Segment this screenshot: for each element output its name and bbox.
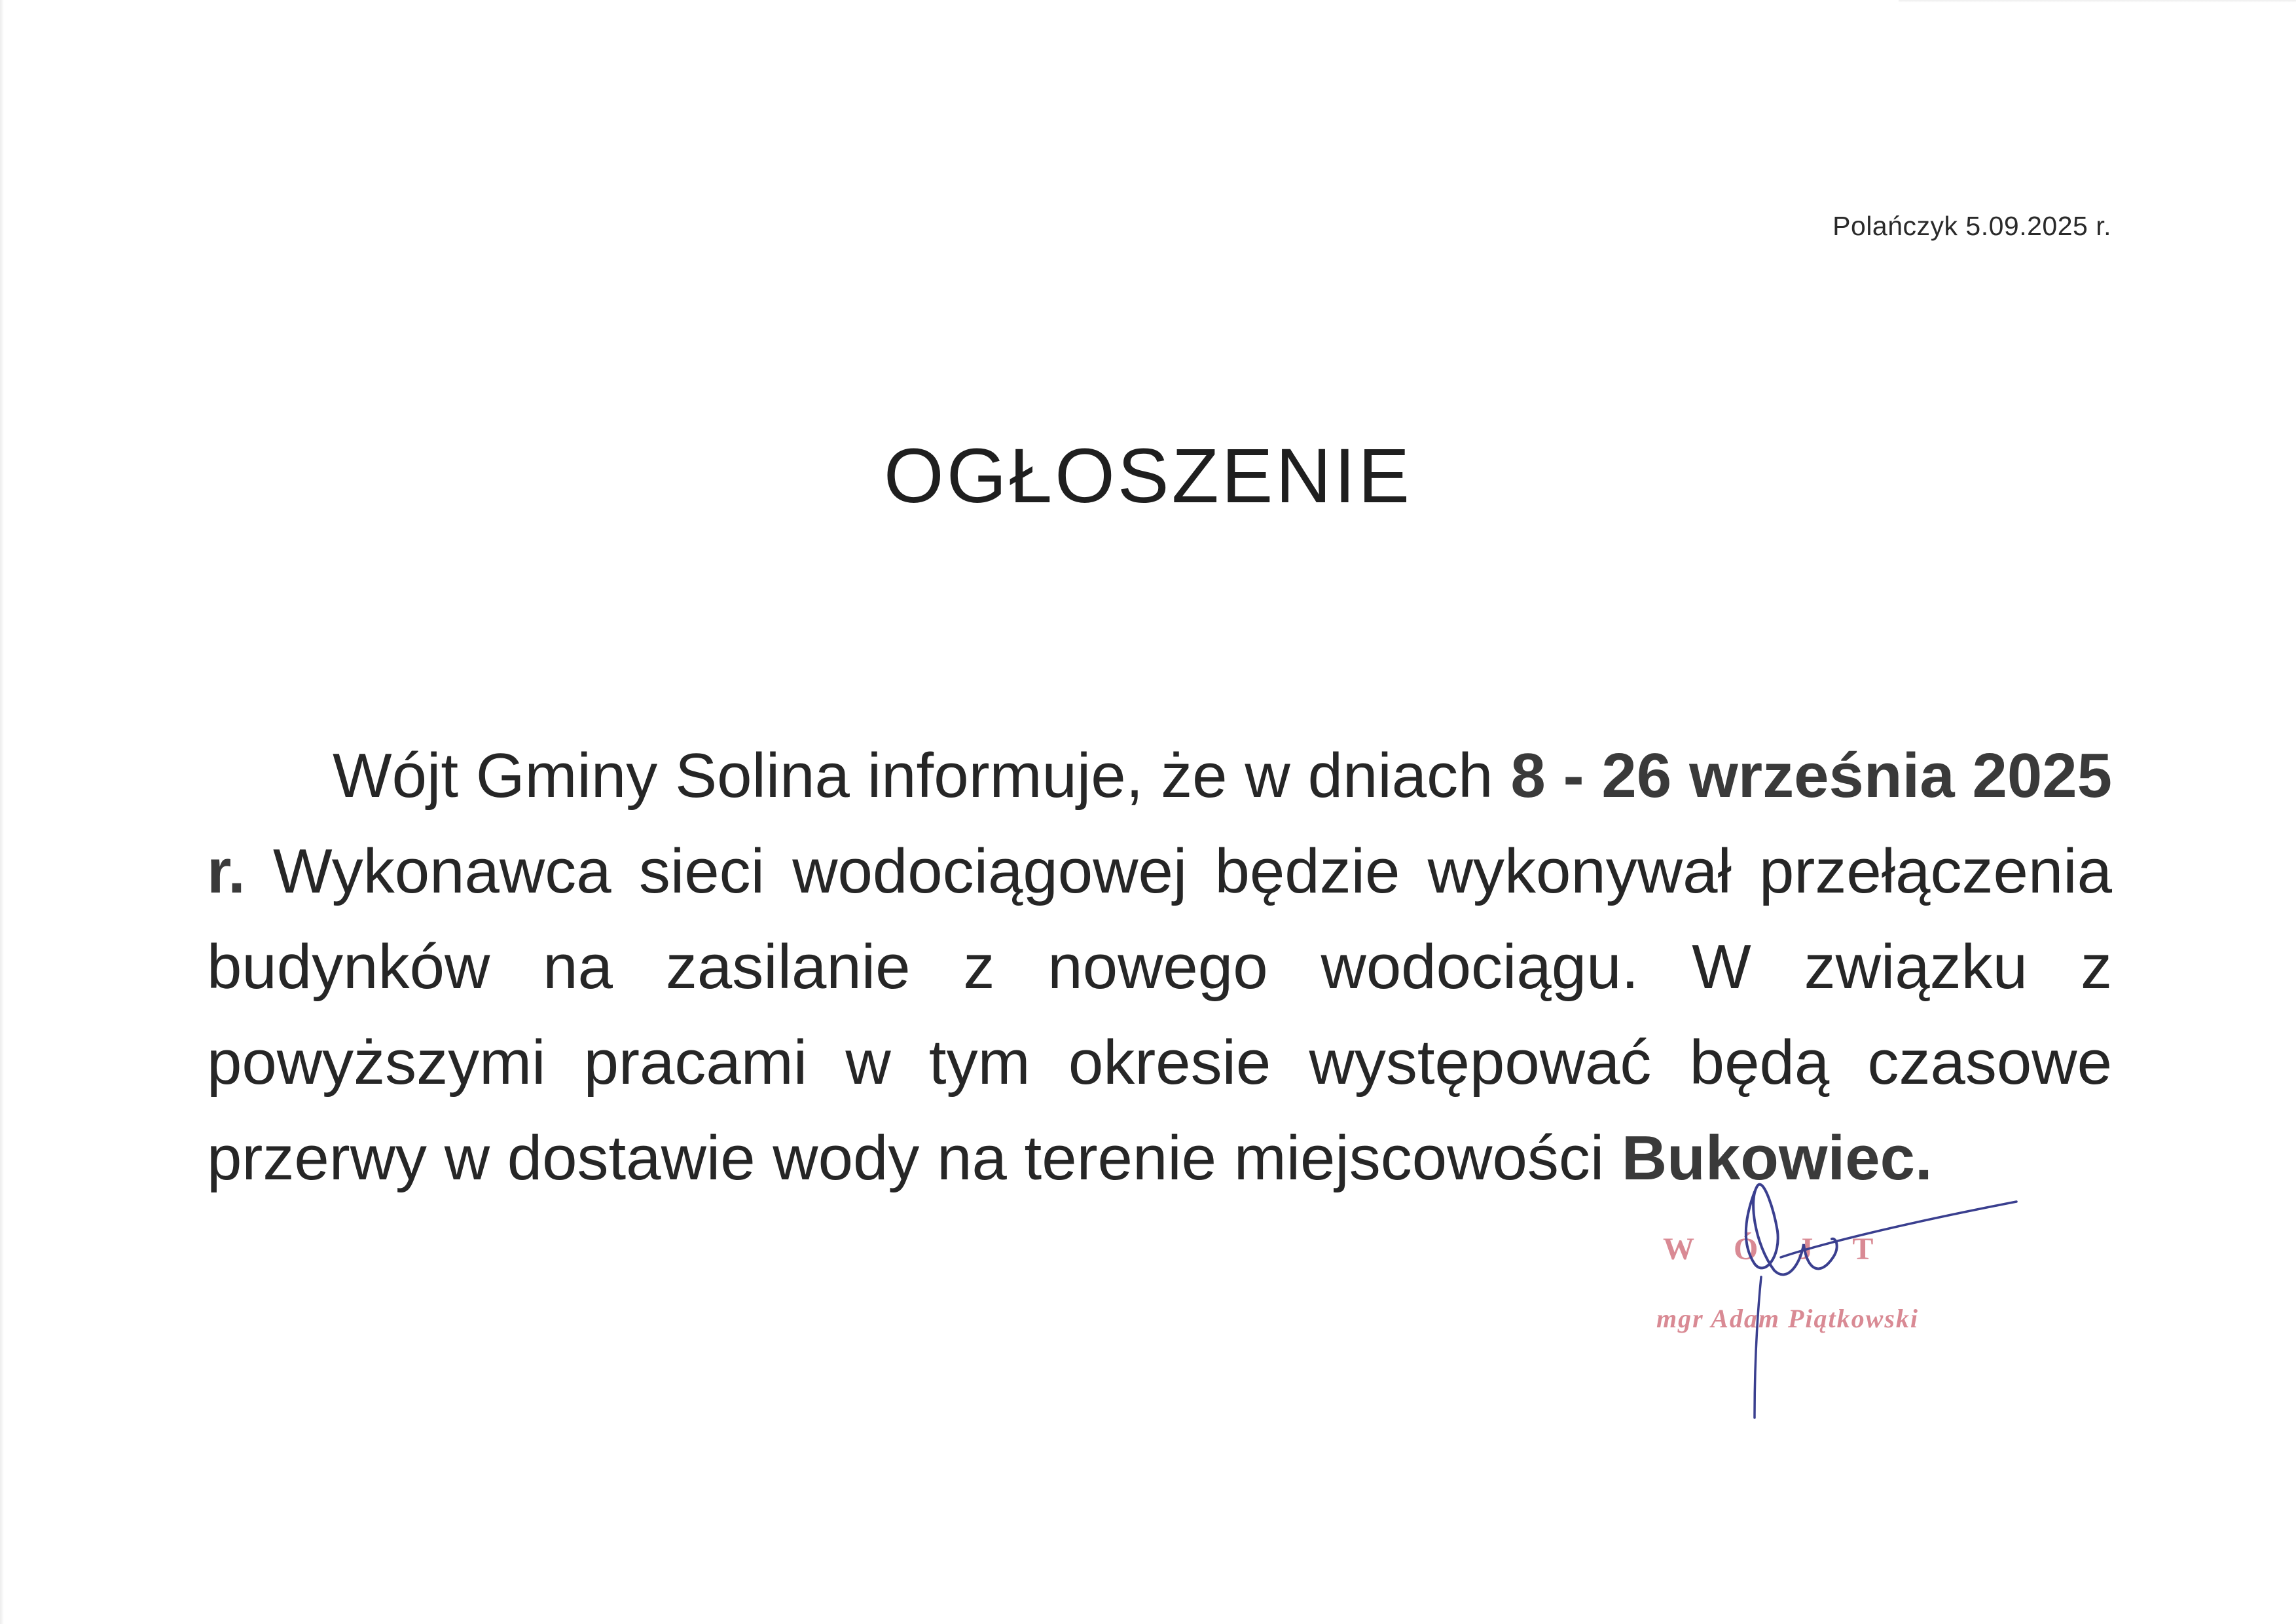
body-text-intro: Wójt Gminy Solina informuje, że w dniach [333, 741, 1511, 811]
handwritten-signature [1624, 1166, 2095, 1441]
scan-edge-left [0, 0, 4, 1624]
body-text-main: Wykonawca sieci wodociągowej będzie wykonywał przełączenia budynków na zasilanie z nowego wodociągu. W związku z powyższymi pracami w tym okresie występować będą czasowe przerwy w dostawie wody na terenie miejscowości [207, 836, 2112, 1193]
signature-block [1624, 1166, 2095, 1441]
page-title: OGŁOSZENIE [883, 433, 1413, 520]
announcement-body [207, 728, 2112, 1206]
stamp-title: WÓJT [1663, 1232, 1913, 1266]
scan-edge-top [1899, 0, 2296, 3]
date-line: Polańczyk 5.09.2025 r. [1832, 211, 2111, 241]
body-period-bold: 8 - 26 września 2025 r. [207, 741, 2112, 906]
stamp-name: mgr Adam Piątkowski [1656, 1304, 1920, 1333]
body-place-bold: Bukowiec. [1621, 1123, 1933, 1193]
